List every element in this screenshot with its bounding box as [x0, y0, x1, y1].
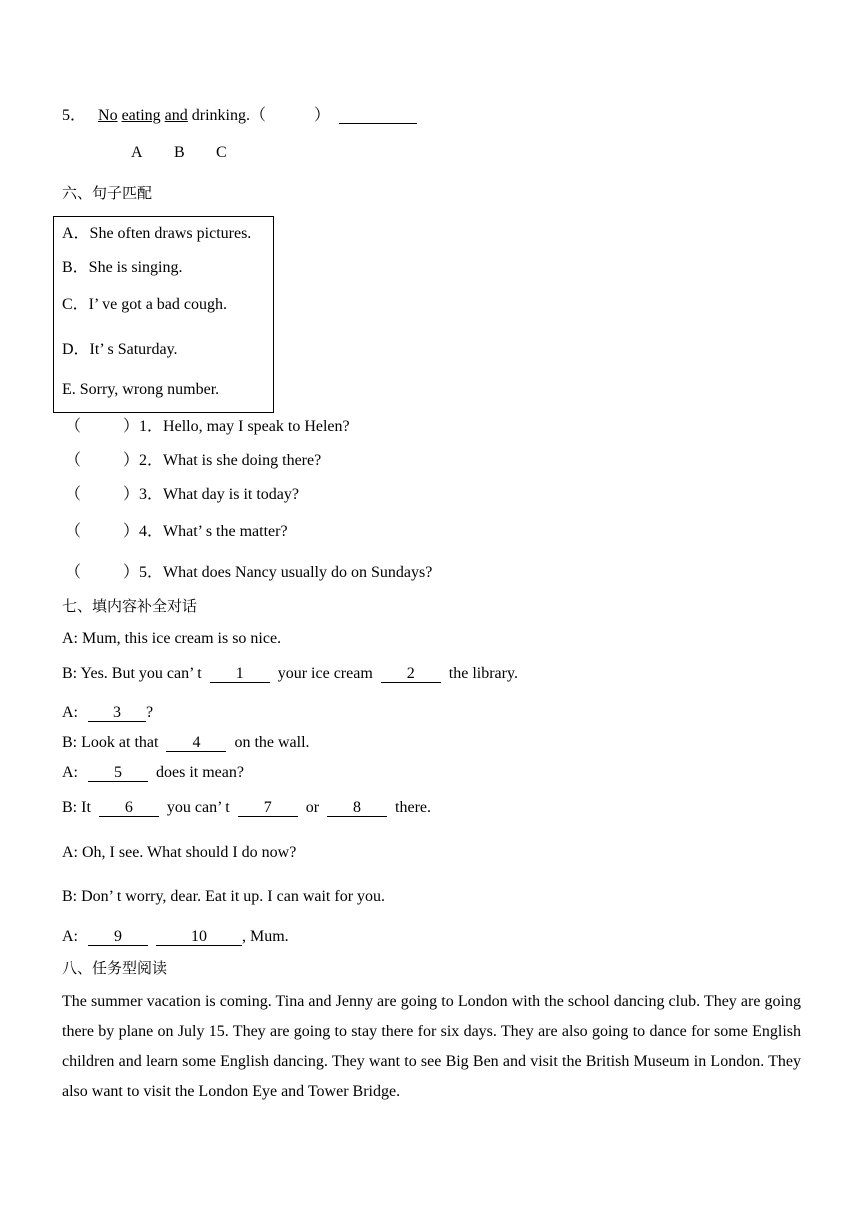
dialogue-line-3: A: 3 ? — [62, 704, 154, 721]
option-a: A．She often draws pictures. — [62, 225, 252, 242]
blank-8[interactable]: 8 — [327, 799, 387, 817]
q5-line — [62, 106, 330, 126]
dialogue-line-7: A: Oh, I see. What should I do now? — [62, 844, 297, 861]
dialogue-line-2: B: Yes. But you can’ t 1 your ice cream 2 the library. — [62, 665, 518, 682]
match-question-4: （ ）4．What’ s the matter? — [65, 523, 288, 540]
q5-number: 5． — [62, 107, 87, 124]
section6-heading: 六、句子匹配 — [62, 184, 153, 202]
match-question-3: （ ）3．What day is it today? — [65, 486, 299, 503]
section7-heading: 七、填内容补全对话 — [62, 597, 198, 615]
q5-option-b: B — [174, 144, 185, 161]
blank-6[interactable]: 6 — [99, 799, 159, 817]
blank-5[interactable]: 5 — [88, 764, 148, 782]
q5-rest: drinking.（ — [191, 107, 267, 124]
q5-word-no: No — [98, 107, 118, 124]
dialogue-line-6: B: It 6 you can’ t 7 or 8 there. — [62, 799, 431, 816]
q5-answer-line[interactable] — [339, 106, 417, 124]
option-b: B．She is singing. — [62, 259, 183, 276]
option-e: E. Sorry, wrong number. — [62, 381, 220, 398]
blank-4[interactable]: 4 — [166, 734, 226, 752]
match-question-5: （ ）5．What does Nancy usually do on Sundays? — [65, 564, 433, 581]
blank-9[interactable]: 9 — [88, 928, 148, 946]
q5-word-eating: eating — [121, 107, 161, 124]
blank-3[interactable]: 3 — [88, 704, 146, 722]
blank-1[interactable]: 1 — [210, 665, 270, 683]
blank-10[interactable]: 10 — [156, 928, 242, 946]
q5-word-and: and — [164, 107, 188, 124]
blank-2[interactable]: 2 — [381, 665, 441, 683]
option-c: C．I’ ve got a bad cough. — [62, 296, 227, 313]
q5-close-paren: ） — [314, 107, 331, 124]
section8-heading: 八、任务型阅读 — [62, 959, 168, 977]
dialogue-line-9: A: 9 10 , Mum. — [62, 928, 289, 945]
option-d: D．It’ s Saturday. — [62, 341, 178, 358]
blank-7[interactable]: 7 — [238, 799, 298, 817]
dialogue-line-8: B: Don’ t worry, dear. Eat it up. I can wait for you. — [62, 888, 386, 905]
dialogue-line-1: A: Mum, this ice cream is so nice. — [62, 630, 282, 647]
reading-passage: The summer vacation is coming. Tina and Jenny are going to London with the school dancing club. They are going there by plane on July 15. They are going to stay there for six days. They are also going to dance for some English children and learn some English dancing. They want to see Big Ben and visit the British Museum in London. They also want to visit the London Eye and Tower Bridge. — [62, 993, 801, 1100]
dialogue-line-4: B: Look at that 4 on the wall. — [62, 734, 310, 751]
q5-option-c: C — [216, 144, 227, 161]
match-question-1: （ ）1．Hello, may I speak to Helen? — [65, 418, 350, 435]
q5-option-a: A — [131, 144, 143, 161]
match-question-2: （ ）2．What is she doing there? — [65, 452, 322, 469]
dialogue-line-5: A: 5 does it mean? — [62, 764, 244, 781]
